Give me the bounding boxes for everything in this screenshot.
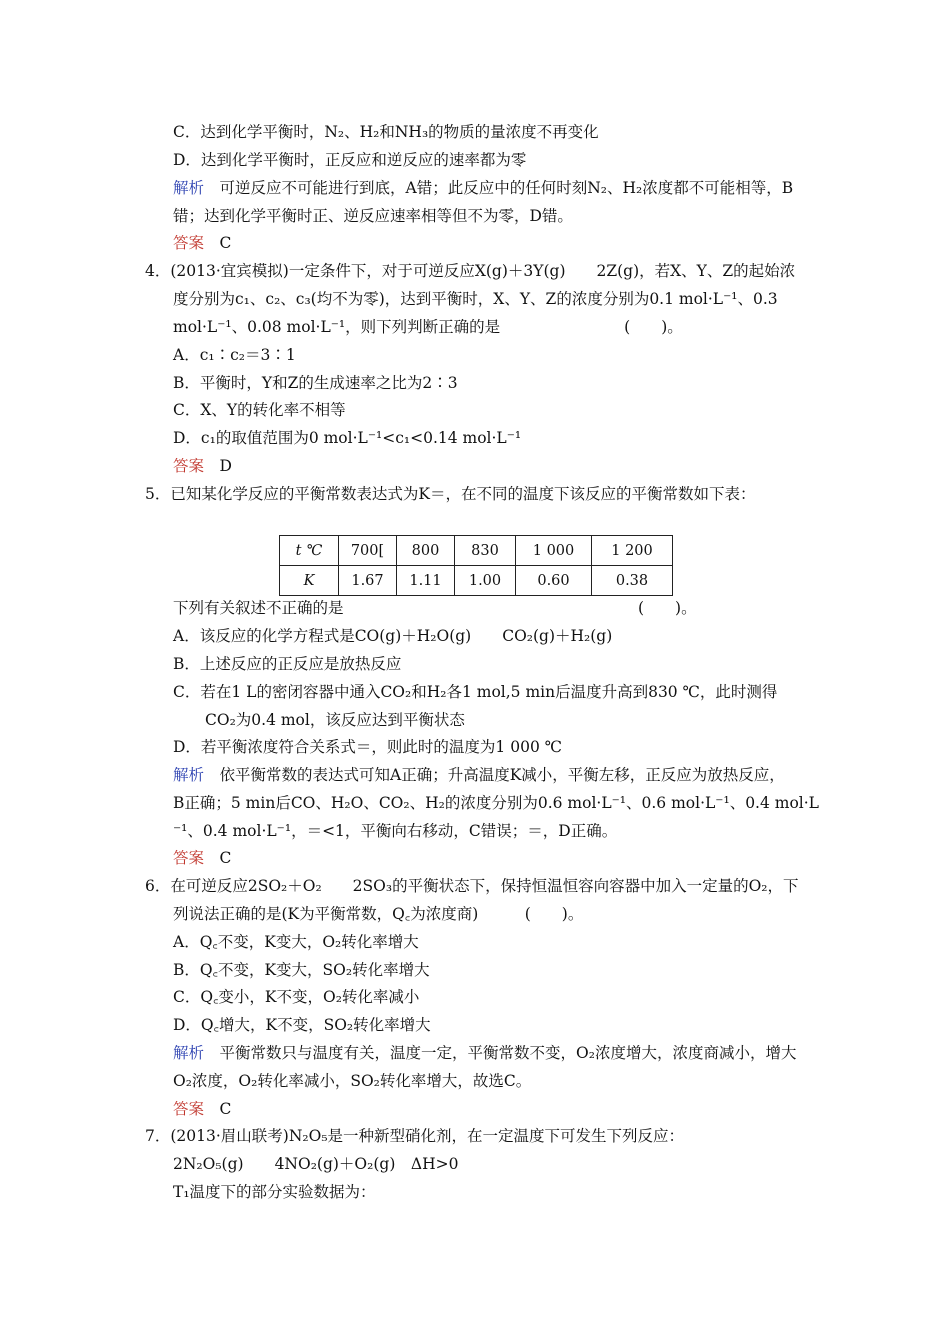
table-cell: 800 [397, 536, 455, 566]
text-line [173, 345, 296, 365]
text-line [173, 626, 612, 646]
text-line [173, 1015, 431, 1035]
analysis-label: 解析 [173, 766, 205, 784]
line-text: T₁温度下的部分实验数据为： [173, 1183, 376, 1201]
table-cell: 1.11 [397, 566, 455, 596]
table-cell: 0.38 [592, 566, 673, 596]
text-line [145, 261, 795, 281]
line-text: ⁻¹、0.4 mol·L⁻¹，＝<1，平衡向右移动，C错误；＝，D正确。 [173, 822, 618, 840]
line-text: B．平衡时，Y和Z的生成速率之比为2∶3 [173, 374, 458, 392]
line-text: 6．在可逆反应2SO₂＋O₂ 2SO₃的平衡状态下，保持恒温恒容向容器中加入一定量的O₂，下 [145, 877, 799, 895]
answer-line [173, 848, 231, 868]
line-text: D．达到化学平衡时，正反应和逆反应的速率都为零 [173, 151, 527, 169]
text-line [173, 960, 430, 980]
line-text: D．c₁的取值范围为0 mol·L⁻¹<c₁<0.14 mol·L⁻¹ [173, 429, 522, 447]
line-text: D．Q꜀增大，K不变，SO₂转化率增大 [173, 1016, 431, 1034]
text-line [173, 317, 683, 337]
line-text: 平衡常数只与温度有关，温度一定，平衡常数不变，O₂浓度增大，浓度商减小，增大 [204, 1044, 797, 1062]
line-text: 依平衡常数的表达式可知A正确；升高温度K减小，平衡左移，正反应为放热反应， [204, 766, 785, 784]
line-text: 错；达到化学平衡时正、逆反应速率相等但不为零，D错。 [173, 207, 573, 225]
answer-label: 答案 [173, 234, 205, 252]
line-text: C [204, 234, 232, 252]
equilibrium-constant-table [279, 535, 673, 596]
text-line [173, 987, 419, 1007]
line-text: A．c₁∶c₂＝3∶1 [173, 346, 296, 364]
analysis-line [173, 765, 785, 785]
table-cell: 700[ [339, 536, 397, 566]
line-text: 5．已知某化学反应的平衡常数表达式为K＝，在不同的温度下该反应的平衡常数如下表： [145, 485, 756, 503]
table-cell: 1.00 [455, 566, 516, 596]
line-text: mol·L⁻¹、0.08 mol·L⁻¹，则下列判断正确的是 ( )。 [173, 318, 683, 336]
line-text: D．若平衡浓度符合关系式＝，则此时的温度为1 000 ℃ [173, 738, 563, 756]
table-cell: 1 200 [592, 536, 673, 566]
line-text: 度分别为c₁、c₂、c₃(均不为零)，达到平衡时，X、Y、Z的浓度分别为0.1 mol·L⁻¹、0.3 [173, 290, 778, 308]
text-line [173, 682, 777, 702]
line-text: 2N₂O₅(g) 4NO₂(g)＋O₂(g) ΔH>0 [173, 1155, 459, 1173]
line-text: 列说法正确的是(K为平衡常数，Q꜀为浓度商) ( )。 [173, 905, 584, 923]
line-text: C．若在1 L的密闭容器中通入CO₂和H₂各1 mol,5 min后温度升高到830 ℃，此时测得 [173, 683, 778, 701]
table-cell: 1.67 [339, 566, 397, 596]
line-text: A．Q꜀不变，K变大，O₂转化率增大 [173, 933, 419, 951]
line-text: B．Q꜀不变，K变大，SO₂转化率增大 [173, 961, 430, 979]
table-cell: 1 000 [516, 536, 592, 566]
text-line [173, 821, 617, 841]
text-line [173, 428, 521, 448]
line-text: A．该反应的化学方程式是CO(g)＋H₂O(g) CO₂(g)＋H₂(g) [173, 627, 613, 645]
line-text: 7．(2013·眉山联考)N₂O₅是一种新型硝化剂，在一定温度下可发生下列反应： [145, 1127, 685, 1145]
line-text: C．X、Y的转化率不相等 [173, 401, 346, 419]
line-text: 可逆反应不可能进行到底，A错；此反应中的任何时刻N₂、H₂浓度都不可能相等，B [204, 179, 794, 197]
line-text: C [204, 849, 232, 867]
text-line [173, 400, 346, 420]
answer-label: 答案 [173, 1100, 205, 1118]
text-line [173, 932, 419, 952]
text-line [145, 876, 799, 896]
text-line [145, 1126, 684, 1146]
text-line [173, 1154, 458, 1174]
text-line [173, 1071, 531, 1091]
line-text: C．Q꜀变小，K不变，O₂转化率减小 [173, 988, 420, 1006]
analysis-label: 解析 [173, 1044, 205, 1062]
answer-label: 答案 [173, 849, 205, 867]
answer-label: 答案 [173, 457, 205, 475]
line-text: CO₂为0.4 mol，该反应达到平衡状态 [205, 711, 465, 729]
table-cell: 0.60 [516, 566, 592, 596]
text-line [173, 654, 401, 674]
text-line [173, 122, 599, 142]
text-line [173, 904, 583, 924]
analysis-label: 解析 [173, 179, 205, 197]
text-line [173, 1182, 376, 1202]
answer-line [173, 1099, 231, 1119]
analysis-line [173, 1043, 796, 1063]
text-line [173, 289, 778, 309]
table-cell: K [280, 566, 339, 596]
line-text: B正确；5 min后CO、H₂O、CO₂、H₂的浓度分别为0.6 mol·L⁻¹、0.6 mol·L⁻¹、0.4 mol·L [173, 794, 819, 812]
line-text: C [204, 1100, 232, 1118]
line-text: D [204, 457, 232, 475]
text-line [173, 206, 573, 226]
answer-line [173, 233, 231, 253]
text-line [173, 373, 458, 393]
text-line [173, 793, 819, 813]
line-text: O₂浓度，O₂转化率减小，SO₂转化率增大，故选C。 [173, 1072, 532, 1090]
line-text: 4．(2013·宜宾模拟)一定条件下，对于可逆反应X(g)＋3Y(g) 2Z(g)，若X、Y、Z的起始浓 [145, 262, 796, 280]
table-cell: t ℃ [280, 536, 339, 566]
line-text: B．上述反应的正反应是放热反应 [173, 655, 402, 673]
answer-line [173, 456, 232, 476]
text-line [205, 710, 465, 730]
table-cell: 830 [455, 536, 516, 566]
table-row [280, 566, 673, 596]
text-line [173, 737, 562, 757]
line-text: 下列有关叙述不正确的是 ( )。 [173, 599, 697, 617]
table-header-row [280, 536, 673, 566]
analysis-line [173, 178, 793, 198]
text-line [145, 484, 755, 504]
line-text: C．达到化学平衡时，N₂、H₂和NH₃的物质的量浓度不再变化 [173, 123, 599, 141]
text-line [173, 598, 697, 618]
text-line [173, 150, 526, 170]
